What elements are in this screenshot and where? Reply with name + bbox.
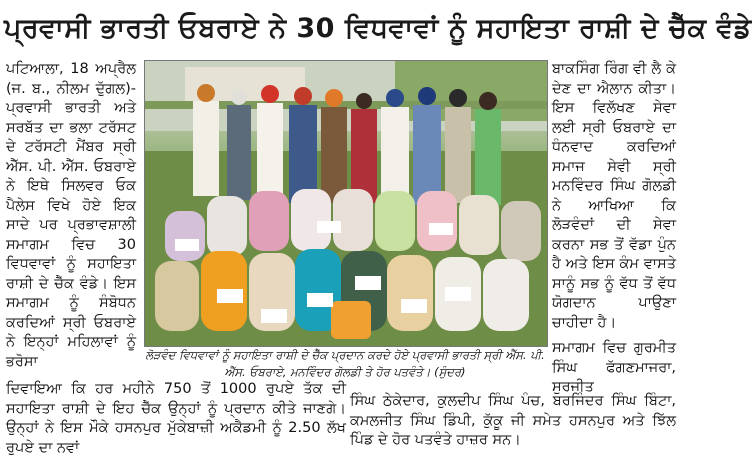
article-bottom-right: ਸਿੰਘ ਠੇਕੇਦਾਰ, ਕੁਲਦੀਪ ਸਿੰਘ ਪੰਚ, ਬਰਜਿੰਦਰ ਸਿੰਘ ਬਿੰਟਾ, ਕਮਲਜੀਤ ਸਿੰਘ ਡਿੰਪੀ, ਕੁੱਕੂ ਜੀ ਸਮੇਤ ਹਸਨਪੁਰ ਅਤੇ ਝਿੱਲ ਪਿੰਡ ਦੇ ਹੋਰ ਪਤਵੰਤੇ ਹਾਜ਼ਰ ਸਨ। <box>350 393 676 448</box>
article-headline: ਪ੍ਰਵਾਸੀ ਭਾਰਤੀ ਓਬਰਾਏ ਨੇ 30 ਵਿਧਵਾਵਾਂ ਨੂੰ ਸਹਾਇਤਾ ਰਾਸ਼ੀ ਦੇ ਚੈੱਕ ਵੰਡੇ <box>4 13 752 44</box>
article-right-column <box>552 60 676 395</box>
right-column-lead: ਬਾਕਸਿੰਗ ਰਿੰਗ ਵੀ ਲੈ ਕੇ ਦੇਣ ਦਾ ਐਲਾਨ ਕੀਤਾ। ਇਸ ਵਿਲੱਖਣ ਸੇਵਾ ਲਈ ਸ੍ਰੀ ਓਬਰਾਏ ਦਾ ਧੰਨਵਾਦ ਕਰਦਿਆਂ ਸਮਾਜ ਸੇਵੀ ਸ੍ਰੀ ਮਨਵਿੰਦਰ ਸਿੰਘ ਗੋਲਡੀ ਨੇ ਆਖਿਆ ਕਿ ਲੋੜਵੰਦਾਂ ਦੀ ਸੇਵਾ ਕਰਨਾ ਸਭ ਤੋਂ ਵੱਡਾ ਪੁੰਨ ਹੈ ਅਤੇ ਇਸ ਕੰਮ ਵਾਸਤੇ ਸਾਨੂੰ ਸਭ ਨੂੰ ਵੱਧ ਤੋਂ ਵੱਧ ਯੋਗਦਾਨ ਪਾਉਣਾ ਚਾਹੀਦਾ ਹੈ। <box>552 61 676 331</box>
article-bottom-left: ਦਿਵਾਇਆ ਕਿ ਹਰ ਮਹੀਨੇ 750 ਤੋਂ 1000 ਰੁਪਏ ਤੱਕ ਦੀ ਸਹਾਇਤਾ ਰਾਸ਼ੀ ਦੇ ਇਹ ਚੈੱਕ ਉਨ੍ਹਾਂ ਨੂੰ ਪ੍ਰਦਾਨ ਕੀਤੇ ਜਾਣਗੇ। ਉਨ੍ਹਾਂ ਨੇ ਇਸ ਮੌਕੇ ਹਸਨਪੁਰ ਮੁੱਕੇਬਾਜ਼ੀ ਅਕੈਡਮੀ ਨੂੰ 2.50 ਲੱਖ ਰੁਪਏ ਦਾ ਨਵਾਂ <box>6 381 346 456</box>
photo-caption: ਲੋੜਵੰਦ ਵਿਧਵਾਵਾਂ ਨੂੰ ਸਹਾਇਤਾ ਰਾਸ਼ੀ ਦੇ ਚੈੱਕ ਪ੍ਰਦਾਨ ਕਰਦੇ ਹੋਏ ਪ੍ਰਵਾਸੀ ਭਾਰਤੀ ਸ੍ਰੀ ਐੱਸ. ਪੀ. ਐੱਸ. ਓਬਰਾਏ, ਮਨਵਿੰਦਰ ਗੋਲਡੀ ਤੇ ਹੋਰ ਪਤਵੰਤੇ। (ਸੁੰਦਰ) <box>145 348 545 379</box>
right-column-section: ਸਮਾਗਮ ਵਿਚ ਗੁਰਮੀਤ ਸਿੰਘ ਫੱਗਣਮਾਜਰਾ, ਸੁਰਜੀਤ <box>552 340 676 395</box>
group-photo-illustration <box>145 61 547 346</box>
article-left-column: ਪਟਿਆਲਾ, 18 ਅਪ੍ਰੈਲ (ਜ. ਬ., ਨੀਲਮ ਦੁੱਗਲ)- ਪ੍ਰਵਾਸੀ ਭਾਰਤੀ ਅਤੇ ਸਰਬੱਤ ਦਾ ਭਲਾ ਟਰੱਸਟ ਦੇ ਟਰੱਸਟੀ ਮੈਂਬਰ ਸ੍ਰੀ ਐੱਸ. ਪੀ. ਐੱਸ. ਓਬਰਾਏ ਨੇ ਇਥੇ ਸਿਲਵਰ ਓਕ ਪੈਲੇਸ ਵਿਖੇ ਹੋਏ ਇਕ ਸਾਦੇ ਪਰ ਪ੍ਰਭਾਵਸ਼ਾਲੀ ਸਮਾਗਮ ਵਿਚ 30 ਵਿਧਵਾਵਾਂ ਨੂੰ ਸਹਾਇਤਾ ਰਾਸ਼ੀ ਦੇ ਚੈੱਕ ਵੰਡੇ। ਇਸ ਸਮਾਗਮ ਨੂੰ ਸੰਬੋਧਨ ਕਰਦਿਆਂ ਸ੍ਰੀ ਓਬਰਾਏ ਨੇ ਇਨ੍ਹਾਂ ਮਹਿਲਾਵਾਂ ਨੂੰ ਭਰੋਸਾ <box>6 61 136 370</box>
article-photo <box>144 60 548 347</box>
